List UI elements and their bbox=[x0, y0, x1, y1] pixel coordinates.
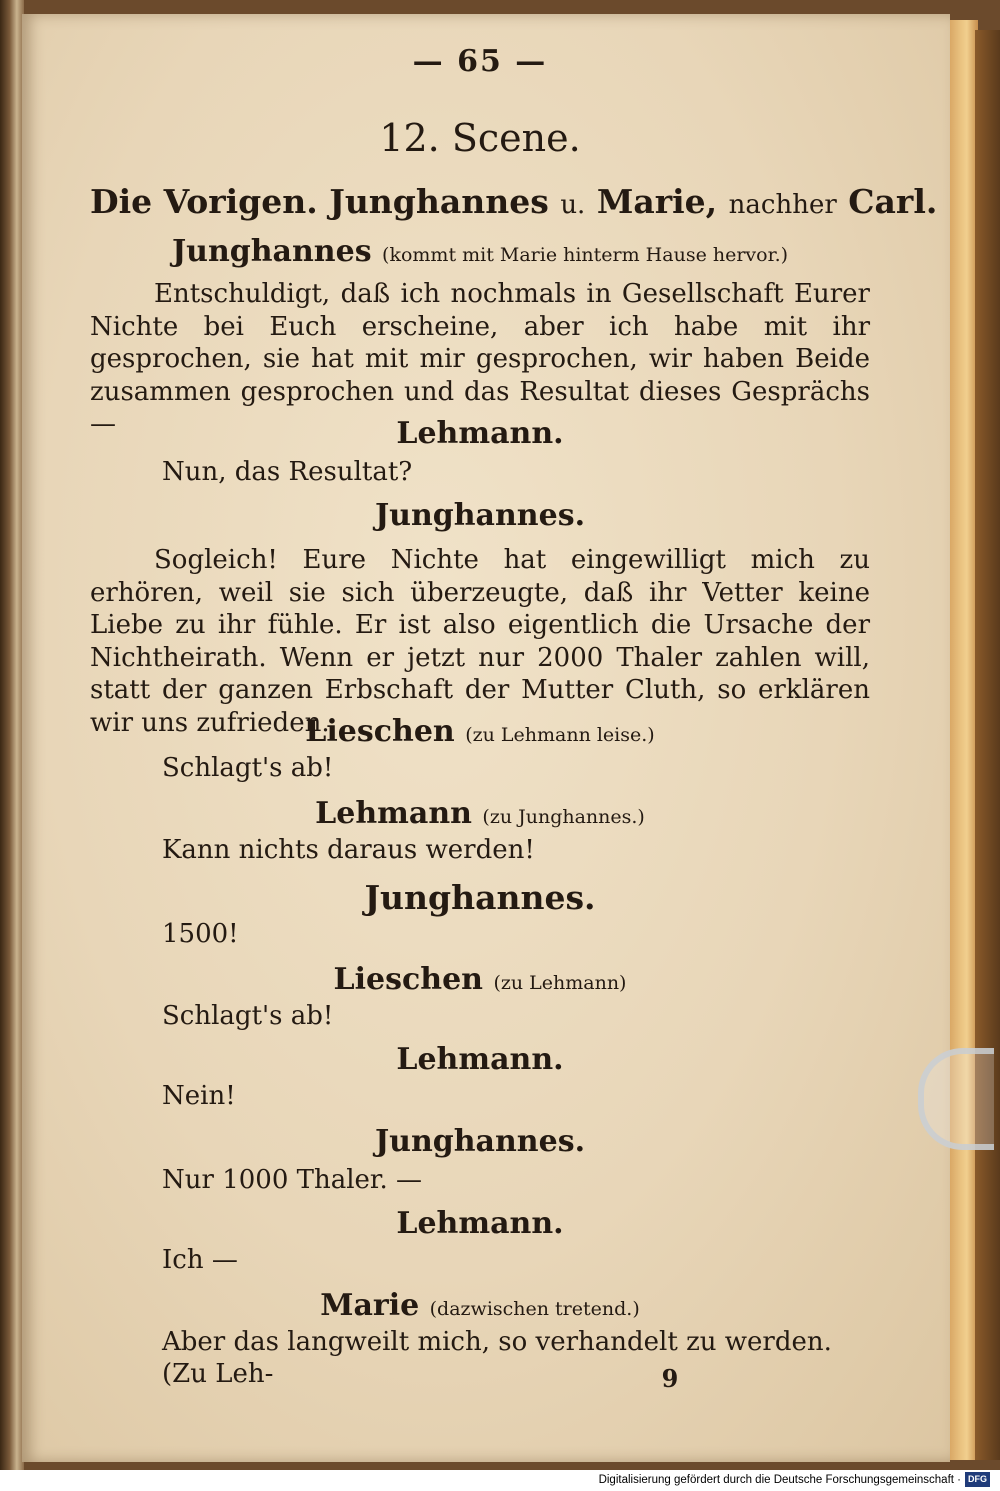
cast-marie: Marie, bbox=[596, 182, 718, 221]
speaker-name: Marie bbox=[320, 1288, 420, 1323]
speaker-name: Lieschen bbox=[333, 962, 483, 997]
stage-direction: (kommt mit Marie hinterm Hause hervor.) bbox=[382, 244, 789, 266]
dialogue-line: Nein! bbox=[162, 1081, 236, 1111]
cast-carl: Carl. bbox=[848, 182, 938, 221]
speaker-heading bbox=[90, 1288, 870, 1326]
dialogue-line: 1500! bbox=[162, 919, 239, 949]
speaker-name: Junghannes bbox=[171, 234, 372, 269]
speaker-heading bbox=[90, 234, 870, 274]
stage-direction: (zu Lehmann leise.) bbox=[465, 724, 655, 746]
paper-clip bbox=[918, 1048, 994, 1150]
speaker-name: Lehmann. bbox=[396, 416, 564, 451]
speaker-heading bbox=[90, 1042, 870, 1080]
previous-page-edge bbox=[0, 0, 24, 1470]
cast-later: nachher bbox=[728, 190, 837, 220]
speaker-heading bbox=[90, 962, 870, 1000]
dialogue-line: Ich — bbox=[162, 1245, 238, 1275]
signature-mark: 9 bbox=[661, 1364, 679, 1393]
page-text bbox=[90, 40, 938, 1393]
speaker-heading bbox=[90, 1124, 870, 1164]
speaker-name: Lieschen bbox=[305, 714, 455, 749]
stage-direction: (zu Lehmann) bbox=[493, 972, 627, 994]
speaker-name: Lehmann bbox=[315, 796, 472, 831]
scene-title: 12. Scene. bbox=[379, 116, 581, 160]
footer-credit: Digitalisierung gefördert durch die Deutsche Forschungsgemeinschaft · bbox=[598, 1474, 961, 1486]
cast-line bbox=[90, 182, 938, 228]
speaker-heading bbox=[90, 498, 870, 540]
dialogue-line: Nur 1000 Thaler. — bbox=[162, 1165, 423, 1195]
dialogue-line: Kann nichts daraus werden! bbox=[162, 835, 535, 865]
speaker-heading bbox=[90, 796, 870, 834]
cast-junghannes: Junghannes bbox=[329, 182, 549, 221]
page-stack-edge bbox=[950, 20, 978, 1460]
cast-and: u. bbox=[560, 190, 586, 220]
cast-previous: Die Vorigen. bbox=[90, 182, 318, 221]
stage-direction: (zu Junghannes.) bbox=[482, 806, 645, 828]
speaker-name: Junghannes. bbox=[374, 1124, 586, 1159]
stage-direction: (dazwischen tretend.) bbox=[429, 1298, 640, 1320]
dialogue-paragraph: Sogleich! Eure Nichte hat eingewilligt mich zu erhören, weil sie sich überzeugte, daß ihr Vetter keine Liebe zu ihr fühle. Er ist also eigentlich die Ursache der Nichtheirath. Wenn er jetzt nur 2000 Thaler zahlen will, statt der ganzen Erbschaft der Mutter Cluth, so erklären wir uns zufrieden. bbox=[90, 545, 870, 738]
speaker-name: Junghannes. bbox=[364, 878, 596, 917]
speaker-heading bbox=[90, 878, 870, 918]
speaker-name: Lehmann. bbox=[396, 1206, 564, 1241]
book-cover-edge bbox=[975, 30, 1000, 1460]
dialogue-line: Aber das langweilt mich, so verhandelt zu werden. (Zu Leh- bbox=[162, 1327, 832, 1389]
page-number: — 65 — bbox=[412, 44, 548, 79]
speaker-heading bbox=[90, 416, 870, 456]
dialogue-paragraph: Entschuldigt, daß ich nochmals in Gesellschaft Eurer Nichte bei Euch erscheine, aber ich habe mit ihr gesprochen, sie hat mit mir gesprochen, wir haben Beide zusammen gesprochen und das Resultat dieses Gesprächs — bbox=[90, 279, 870, 439]
dfg-logo: DFG bbox=[965, 1472, 990, 1487]
speaker-heading bbox=[90, 1206, 870, 1244]
digitization-footer bbox=[0, 1470, 1000, 1491]
dialogue-line: Schlagt's ab! bbox=[162, 753, 334, 783]
dialogue-line: Schlagt's ab! bbox=[162, 1001, 334, 1031]
speaker-name: Lehmann. bbox=[396, 1042, 564, 1077]
dialogue-line: Nun, das Resultat? bbox=[162, 457, 413, 487]
speaker-name: Junghannes. bbox=[374, 498, 586, 533]
